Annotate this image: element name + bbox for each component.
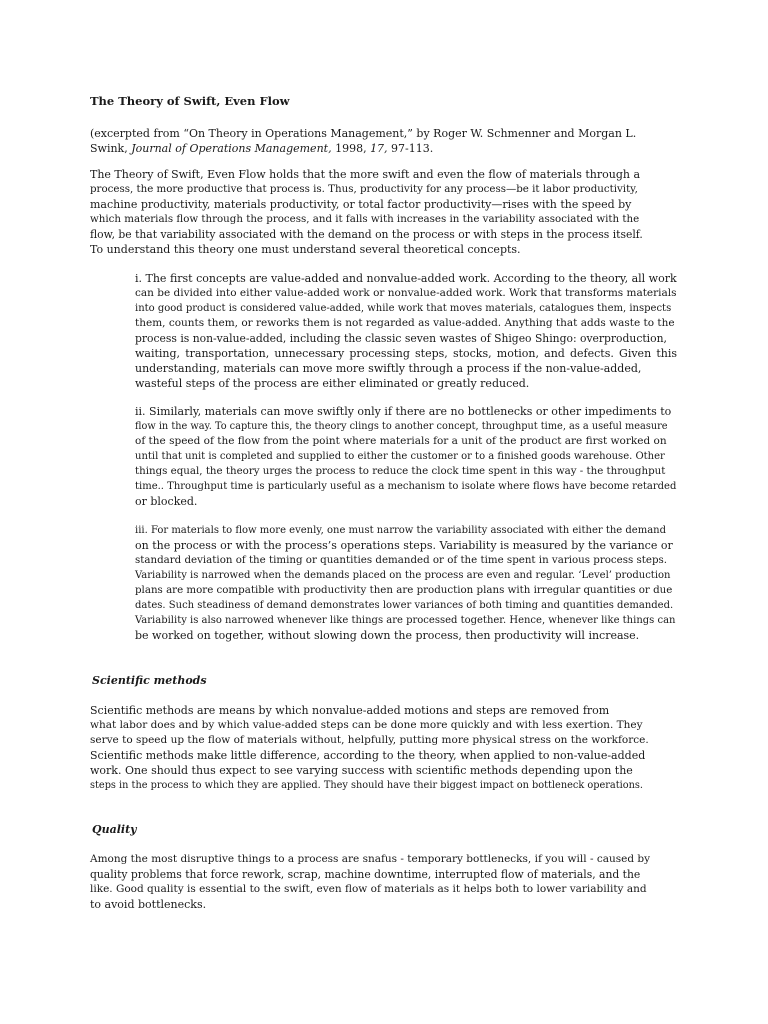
text-line: of the speed of the flow from the point where materials for a unit of the product are first worked on (135, 435, 667, 447)
text-line: them, counts them, or reworks them is not regarded as value-added. Anything that adds waste to the (135, 317, 675, 329)
intro-paragraph (90, 167, 650, 257)
text-line: i. The first concepts are value-added and nonvalue-added work. According to the theory, all work (135, 272, 677, 285)
text-line: Variability is narrowed when the demands placed on the process are even and regular. ‘Level’ production (135, 570, 671, 581)
concept-2-paragraph (135, 404, 677, 509)
text-line: wasteful steps of the process are either eliminated or greatly reduced. (135, 377, 530, 390)
text-line: or blocked. (135, 495, 198, 508)
text-line: machine productivity, materials productivity, or total factor productivity—rises with the speed by (90, 198, 632, 211)
text-line: To understand this theory one must understand several theoretical concepts. (90, 243, 521, 256)
text-line: what labor does and by which value-added steps can be done more quickly and with less exertion. They (90, 719, 643, 731)
document-title: The Theory of Swift, Even Flow (90, 94, 290, 108)
quality-paragraph (90, 852, 650, 912)
text-line: waiting, transportation, unnecessary processing steps, stocks, motion, and defects. Given this (135, 347, 677, 360)
citation-volume: 17, (370, 142, 388, 155)
text-line: be worked on together, without slowing down the process, then productivity will increase. (135, 629, 640, 642)
text-line: serve to speed up the flow of materials without, helpfully, putting more physical stress on the workforce. (90, 734, 649, 746)
text-line: standard deviation of the timing or quantities demanded or of the time spent in various process steps. (135, 554, 668, 566)
text-line: process, the more productive that process is. Thus, productivity for any process—be it labor productivity, (90, 183, 638, 195)
citation-year: 1998, (331, 142, 371, 155)
text-line: The Theory of Swift, Even Flow holds that the more swift and even the flow of materials through a (90, 168, 641, 181)
text-line: ii. Similarly, materials can move swiftly only if there are no bottlenecks or other impediments to (135, 405, 672, 418)
text-line: plans are more compatible with productivity then are production plans with irregular quantities or due (135, 584, 673, 596)
text-line: dates. Such steadiness of demand demonstrates lower variances of both timing and quantities demanded. (135, 600, 674, 611)
citation-text: (excerpted from “On Theory in Operations Management,” by Roger W. Schmenner and Morgan L. Swink, (90, 127, 637, 155)
concept-1-paragraph (135, 271, 677, 391)
text-line: things equal, the theory urges the process to reduce the clock time spent in this way - the throughput (135, 465, 666, 477)
text-line: understanding, materials can move more swiftly through a process if the non-value-added, (135, 362, 642, 375)
citation-pages: 97-113. (387, 142, 434, 155)
text-line: into good product is considered value-added, while work that moves materials, catalogues them, inspects (135, 303, 672, 314)
text-line: flow, be that variability associated with the demand on the process or with steps in the process itself. (90, 228, 643, 241)
text-line: like. Good quality is essential to the swift, even flow of materials as it helps both to lower variability and (90, 883, 647, 895)
concept-3-paragraph (135, 523, 677, 643)
text-line: can be divided into either value-added work or nonvalue-added work. Work that transforms materials (135, 287, 677, 299)
text-line: work. One should thus expect to see varying success with scientific methods depending upon the (90, 764, 633, 777)
text-line: Scientific methods make little difference, according to the theory, when applied to non-value-added (90, 749, 646, 762)
text-line: process is non-value-added, including the classic seven wastes of Shigeo Shingo: overproduction, (135, 332, 667, 345)
text-line: quality problems that force rework, scrap, machine downtime, interrupted flow of materials, and the (90, 868, 641, 881)
text-line: Scientific methods are means by which nonvalue-added motions and steps are removed from (90, 704, 610, 717)
section-heading-quality: Quality (92, 823, 137, 836)
text-line: on the process or with the process’s operations steps. Variability is measured by the variance or (135, 539, 673, 552)
text-line: Variability is also narrowed whenever like things are processed together. Hence, whenever like things can (135, 615, 676, 626)
text-line: until that unit is completed and supplied to either the customer or to a finished goods warehouse. Other (135, 451, 665, 462)
citation (90, 126, 670, 156)
text-line: Among the most disruptive things to a process are snafus - temporary bottlenecks, if you will - caused by (90, 853, 651, 865)
text-line: time.. Throughput time is particularly useful as a mechanism to isolate where flows have become retarded (135, 481, 677, 492)
citation-journal: Journal of Operations Management, (131, 142, 332, 155)
text-line: steps in the process to which they are applied. They should have their biggest impact on bottleneck operations. (90, 780, 643, 791)
scientific-methods-paragraph (90, 703, 650, 793)
text-line: iii. For materials to flow more evenly, one must narrow the variability associated with either the demand (135, 525, 666, 536)
text-line: to avoid bottlenecks. (90, 898, 207, 911)
text-line: which materials flow through the process, and it falls with increases in the variability associated with the (90, 213, 640, 225)
text-line: flow in the way. To capture this, the theory clings to another concept, throughput time, as a useful measure (135, 421, 668, 432)
section-heading-scientific-methods: Scientific methods (92, 674, 207, 687)
